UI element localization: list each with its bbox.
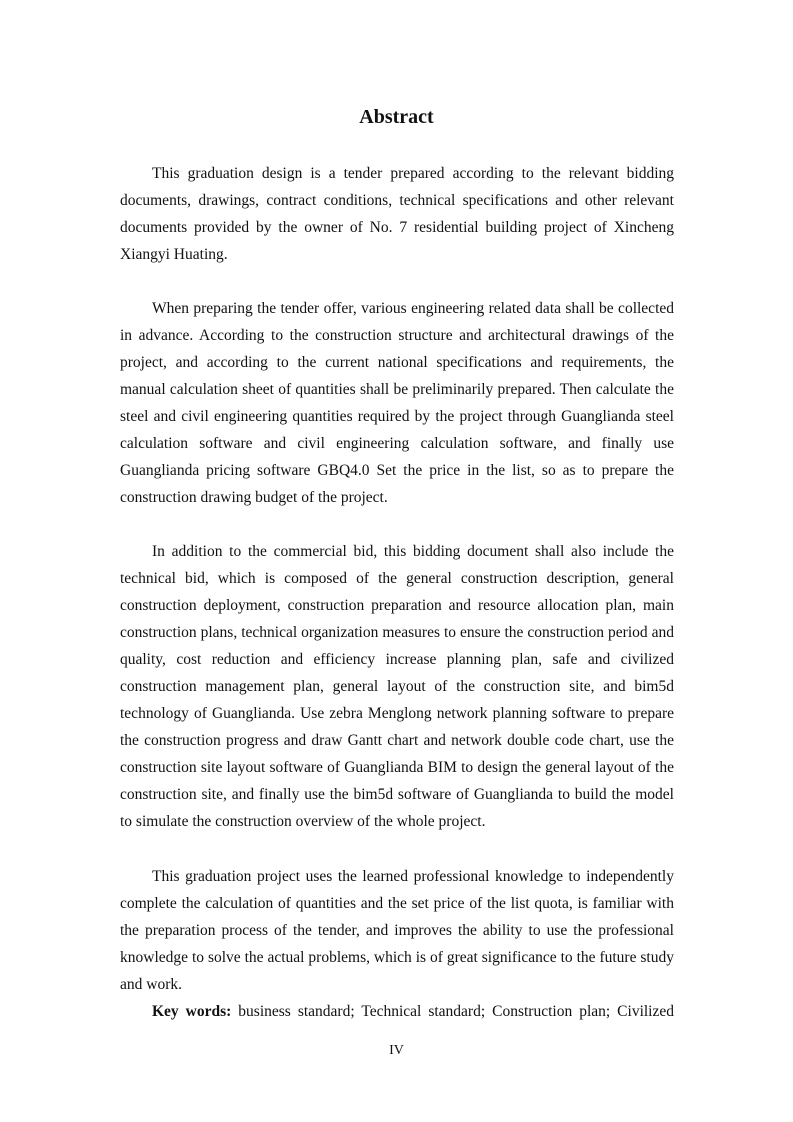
abstract-paragraph-1: This graduation design is a tender prepared according to the relevant bidding documents, drawings, contract conditions, technical specifications and other relevant documents provided by the owner of No. 7 residential building project of Xincheng Xiangyi Huating.	[120, 165, 674, 263]
page-number: IV	[389, 1043, 404, 1058]
abstract-paragraph-3: In addition to the commercial bid, this bidding document shall also include the technical bid, which is composed of the general construction description, general construction deployment, construction preparation and resource allocation plan, main construction plans, technical organization measures to ensure the construction period and quality, cost reduction and efficiency increase planning plan, safe and civilized construction management plan, general layout of the construction site, and bim5d technology of Guanglianda. Use zebra Menglong network planning software to prepare the construction progress and draw Gantt chart and network double code chart, use the construction site layout software of Guanglianda BIM to design the general layout of the construction site, and finally use the bim5d software of Guanglianda to build the model to simulate the construction overview of the whole project.	[120, 543, 674, 830]
keywords-label: Key words:	[152, 1003, 232, 1020]
keywords-text: business standard; Technical standard; Construction plan; Civilized	[238, 1003, 674, 1020]
keywords-line	[120, 998, 674, 1025]
abstract-paragraph-4: This graduation project uses the learned professional knowledge to independently complete the calculation of quantities and the set price of the list quota, is familiar with the preparation process of the tender, and improves the ability to use the professional knowledge to solve the actual problems, which is of great significance to the future study and work.	[120, 868, 674, 993]
abstract-paragraph-2: When preparing the tender offer, various engineering related data shall be collected in advance. According to the construction structure and architectural drawings of the project, and according to the current national specifications and requirements, the manual calculation sheet of quantities shall be preliminarily prepared. Then calculate the steel and civil engineering quantities required by the project through Guanglianda steel calculation software and civil engineering calculation software, and finally use Guanglianda pricing software GBQ4.0 Set the price in the list, so as to prepare the construction drawing budget of the project.	[120, 300, 674, 506]
abstract-title: Abstract	[359, 106, 434, 128]
